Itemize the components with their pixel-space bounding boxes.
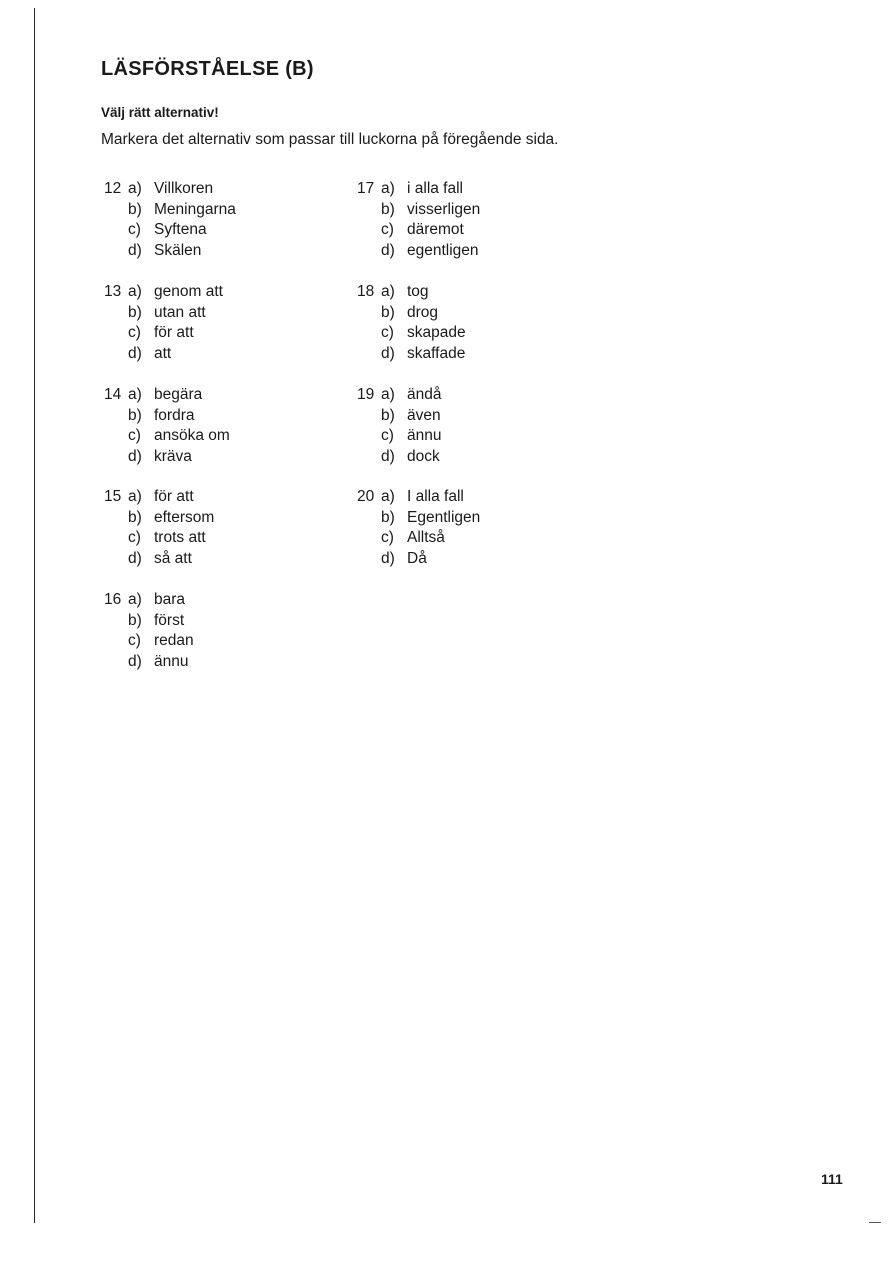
option-row: [104, 220, 236, 241]
option-letter: d): [128, 241, 142, 259]
option-letter: d): [381, 549, 395, 567]
option-letter: b): [381, 508, 395, 526]
option-letter: d): [128, 447, 142, 465]
option-row: [104, 549, 214, 570]
option-row: [357, 406, 441, 427]
option-row: [357, 323, 466, 344]
option-letter: b): [128, 406, 142, 424]
option-row: [104, 344, 223, 365]
question-number: 14: [104, 386, 122, 403]
option-text: begära: [154, 386, 203, 403]
page-title: LÄSFÖRSTÅELSE (B): [101, 58, 314, 80]
question-12: [104, 179, 236, 261]
question-16: [104, 590, 194, 672]
question-number: 19: [357, 386, 375, 403]
option-letter: d): [128, 344, 142, 362]
option-text: skapade: [407, 324, 466, 342]
question-number: 17: [357, 180, 375, 197]
option-text: redan: [154, 632, 194, 650]
option-letter: d): [381, 447, 395, 465]
option-text: eftersom: [154, 508, 215, 526]
option-row: [104, 487, 214, 508]
option-text: Egentligen: [407, 508, 481, 526]
option-text: för att: [154, 324, 194, 342]
option-letter: b): [128, 611, 142, 629]
option-row: [357, 549, 480, 570]
option-row: [104, 447, 230, 468]
question-number: 15: [104, 488, 122, 505]
option-letter: b): [381, 200, 395, 218]
question-19: [357, 385, 441, 467]
option-row: [104, 528, 214, 549]
option-letter: c): [128, 632, 141, 650]
option-text: fordra: [154, 406, 195, 424]
option-text: Skälen: [154, 241, 202, 259]
option-text: för att: [154, 488, 194, 505]
option-row: [357, 179, 480, 200]
page-number: 111: [821, 1171, 843, 1187]
option-row: [104, 385, 230, 406]
question-17: [357, 179, 480, 261]
option-text: ännu: [154, 652, 189, 670]
option-letter: c): [128, 427, 141, 445]
option-text: utan att: [154, 303, 206, 321]
instruction-text: Markera det alternativ som passar till luckorna på föregående sida.: [101, 131, 559, 148]
option-letter: a): [381, 180, 395, 197]
option-row: [357, 303, 466, 324]
option-letter: a): [381, 488, 395, 505]
subheading: Välj rätt alternativ!: [101, 105, 219, 120]
option-text: genom att: [154, 283, 223, 300]
option-letter: b): [128, 200, 142, 218]
option-text: ändå: [407, 386, 442, 403]
question-13: [104, 282, 223, 364]
option-letter: b): [381, 303, 395, 321]
question-15: [104, 487, 214, 569]
option-letter: d): [381, 344, 395, 362]
option-text: I alla fall: [407, 488, 464, 505]
option-text: egentligen: [407, 241, 479, 259]
option-row: [104, 179, 236, 200]
option-row: [104, 323, 223, 344]
option-text: bara: [154, 591, 186, 608]
option-row: [104, 241, 236, 262]
option-row: [357, 220, 480, 241]
option-text: tog: [407, 283, 429, 300]
question-number: 16: [104, 591, 122, 608]
option-row: [104, 631, 194, 652]
option-row: [357, 241, 480, 262]
question-number: 18: [357, 283, 375, 300]
option-text: Villkoren: [154, 180, 214, 197]
question-number: 12: [104, 180, 122, 197]
option-letter: c): [128, 221, 141, 239]
option-row: [357, 447, 441, 468]
option-letter: c): [381, 324, 394, 342]
option-text: så att: [154, 549, 192, 567]
option-letter: d): [128, 652, 142, 670]
option-text: däremot: [407, 221, 464, 239]
option-text: Då: [407, 549, 427, 567]
question-20: [357, 487, 480, 569]
option-row: [357, 426, 441, 447]
option-row: [104, 590, 194, 611]
question-number: 20: [357, 488, 375, 505]
option-text: Meningarna: [154, 200, 236, 218]
option-letter: a): [128, 591, 142, 608]
option-row: [357, 508, 480, 529]
option-row: [104, 406, 230, 427]
question-number: 13: [104, 283, 122, 300]
option-letter: a): [128, 283, 142, 300]
option-row: [104, 426, 230, 447]
option-text: i alla fall: [407, 180, 463, 197]
option-letter: d): [128, 549, 142, 567]
option-row: [104, 508, 214, 529]
option-row: [357, 528, 480, 549]
option-text: Syftena: [154, 221, 207, 239]
option-row: [104, 303, 223, 324]
option-letter: b): [128, 508, 142, 526]
option-text: skaffade: [407, 344, 466, 362]
option-row: [357, 344, 466, 365]
page-margin-line: [34, 8, 35, 1223]
option-letter: b): [128, 303, 142, 321]
option-text: trots att: [154, 529, 206, 547]
question-18: [357, 282, 466, 364]
option-text: visserligen: [407, 200, 481, 218]
option-letter: c): [128, 529, 141, 547]
option-text: ansöka om: [154, 427, 230, 445]
option-text: att: [154, 344, 172, 362]
option-row: [104, 611, 194, 632]
option-letter: c): [381, 427, 394, 445]
corner-mark: [869, 1222, 881, 1223]
option-letter: a): [128, 488, 142, 505]
option-letter: c): [381, 221, 394, 239]
option-row: [104, 200, 236, 221]
option-letter: a): [128, 180, 142, 197]
question-14: [104, 385, 230, 467]
option-letter: b): [381, 406, 395, 424]
option-row: [104, 282, 223, 303]
option-letter: c): [381, 529, 394, 547]
option-row: [104, 652, 194, 673]
option-letter: a): [128, 386, 142, 403]
option-row: [357, 487, 480, 508]
option-row: [357, 385, 441, 406]
option-text: dock: [407, 447, 440, 465]
option-text: även: [407, 406, 441, 424]
option-row: [357, 282, 466, 303]
option-text: Alltså: [407, 529, 445, 547]
option-text: drog: [407, 303, 439, 321]
option-text: först: [154, 611, 185, 629]
option-letter: a): [381, 386, 395, 403]
option-letter: a): [381, 283, 395, 300]
option-row: [357, 200, 480, 221]
option-text: ännu: [407, 427, 442, 445]
option-text: kräva: [154, 447, 192, 465]
option-letter: d): [381, 241, 395, 259]
option-letter: c): [128, 324, 141, 342]
